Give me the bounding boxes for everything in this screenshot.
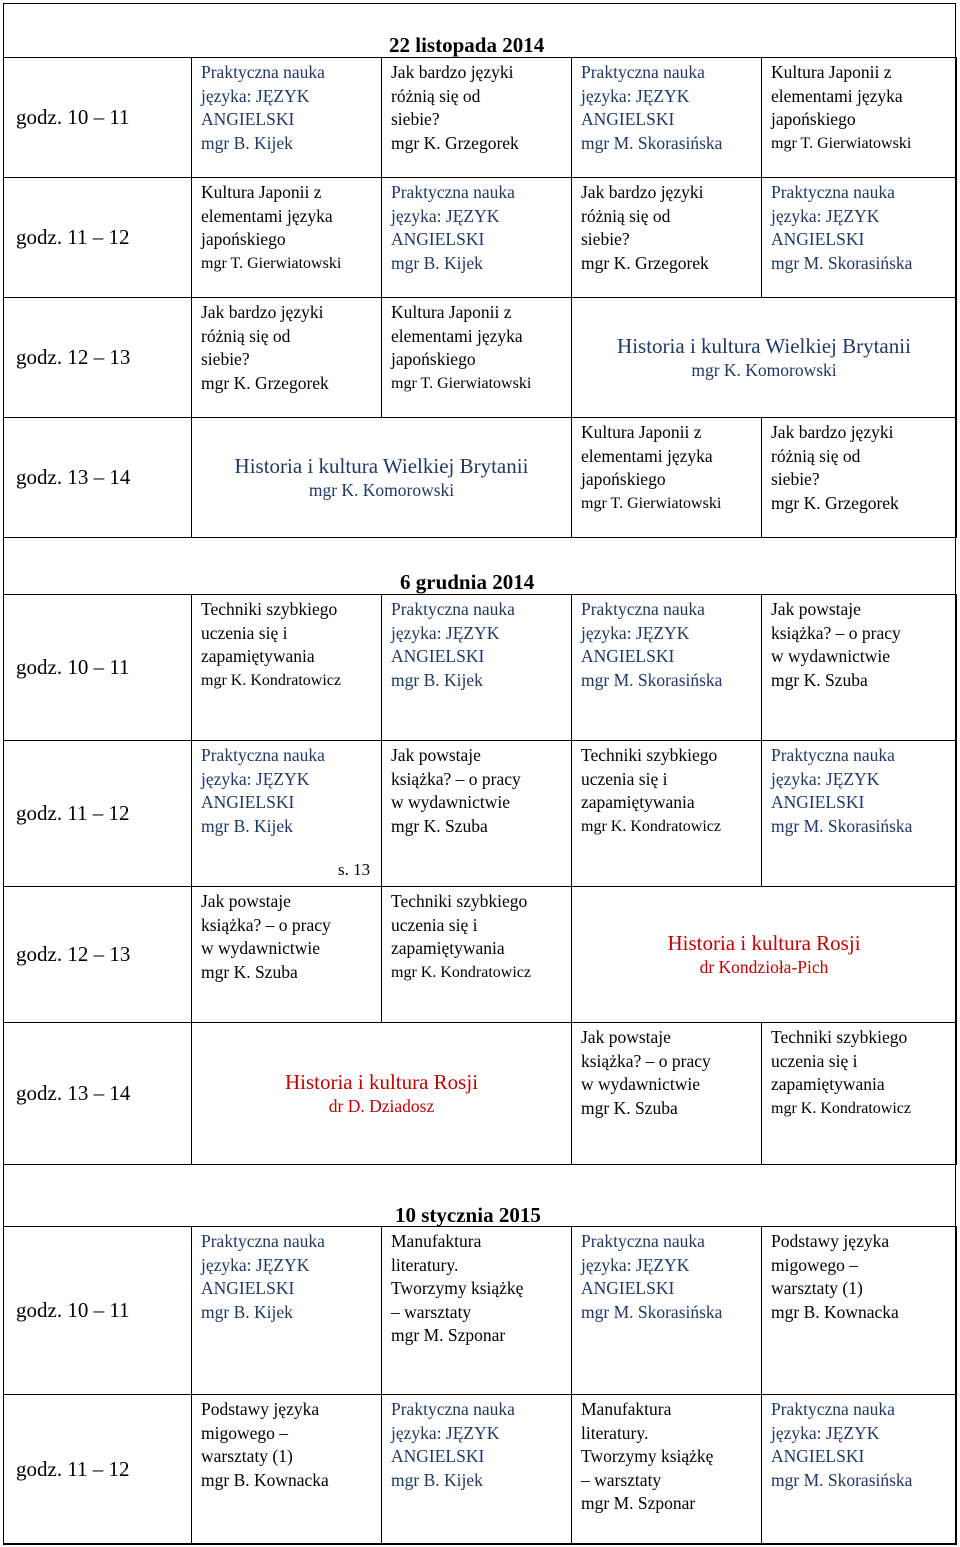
class-cell <box>382 298 572 418</box>
class-text-line: uczenia się i <box>581 768 668 789</box>
class-text-line: migowego – <box>771 1254 859 1275</box>
schedule-row <box>4 58 957 178</box>
class-text-line: Kultura Japonii z <box>581 422 702 442</box>
class-teacher: mgr B. Kijek <box>391 669 483 690</box>
class-cell <box>572 741 762 887</box>
class-text-line: ANGIELSKI <box>201 1278 295 1298</box>
class-cell <box>382 595 572 741</box>
class-text-line: języka: JĘZYK <box>771 1422 880 1443</box>
class-text-line: warsztaty (1) <box>771 1278 863 1298</box>
class-text-line: uczenia się i <box>391 914 478 935</box>
class-text-line: ANGIELSKI <box>581 109 675 129</box>
class-cell <box>382 1395 572 1545</box>
class-cell <box>192 58 382 178</box>
class-title: Historia i kultura Rosji <box>667 930 861 955</box>
class-text-line: języka: JĘZYK <box>771 768 880 789</box>
class-text-line: ANGIELSKI <box>771 1446 865 1466</box>
room-note: s. 13 <box>338 860 371 879</box>
class-text-line: elementami języka <box>771 85 903 106</box>
class-text-line: języka: JĘZYK <box>391 205 500 226</box>
time-slot: godz. 10 – 11 <box>4 1227 192 1395</box>
class-teacher: mgr K. Grzegorek <box>581 252 709 273</box>
class-text-line: języka: JĘZYK <box>201 1254 310 1275</box>
class-text-line: zapamiętywania <box>581 792 695 812</box>
class-teacher: mgr M. Skorasińska <box>581 1301 723 1322</box>
class-cell <box>572 595 762 741</box>
schedule-row <box>4 178 957 298</box>
class-teacher: mgr M. Szponar <box>581 1493 696 1513</box>
class-title: Historia i kultura Wielkiej Brytanii <box>617 333 911 358</box>
merged-class-cell <box>192 1023 572 1165</box>
class-text-line: języka: JĘZYK <box>391 1422 500 1443</box>
class-teacher: mgr K. Szuba <box>581 1097 678 1118</box>
schedule-table <box>3 1226 957 1545</box>
class-teacher: mgr K. Grzegorek <box>771 492 899 513</box>
class-cell <box>192 1227 382 1395</box>
class-cell <box>382 178 572 298</box>
class-text-line: Praktyczna nauka <box>201 745 325 765</box>
class-text-line: uczenia się i <box>771 1050 858 1071</box>
class-text-line: uczenia się i <box>201 622 288 643</box>
class-teacher: mgr T. Gierwiatowski <box>391 374 532 392</box>
class-teacher: mgr T. Gierwiatowski <box>771 134 912 152</box>
class-cell <box>762 1227 957 1395</box>
merged-class-cell <box>572 298 957 418</box>
class-cell <box>572 1227 762 1395</box>
class-cell <box>382 887 572 1023</box>
class-cell <box>382 1227 572 1395</box>
class-teacher: mgr M. Skorasińska <box>771 815 913 836</box>
class-text-line: różnią się od <box>771 445 861 466</box>
schedule-row <box>4 1395 957 1545</box>
class-text-line: książka? – o pracy <box>771 622 901 643</box>
class-text-line: ANGIELSKI <box>771 792 865 812</box>
class-cell <box>192 1395 382 1545</box>
class-text-line: Praktyczna nauka <box>771 1399 895 1419</box>
class-text-line: japońskiego <box>201 229 286 249</box>
class-teacher: mgr B. Kijek <box>201 815 293 836</box>
class-cell <box>192 741 382 887</box>
class-text-line: Jak bardzo języki <box>201 302 324 322</box>
schedule-row <box>4 741 957 887</box>
class-cell <box>572 1023 762 1165</box>
class-text-line: w wydawnictwie <box>201 938 321 958</box>
class-teacher: mgr K. Kondratowicz <box>391 963 531 981</box>
class-text-line: siebie? <box>391 109 440 129</box>
class-text-line: Manufaktura <box>391 1231 482 1251</box>
schedule-row <box>4 1023 957 1165</box>
class-text-line: – warsztaty <box>391 1301 472 1322</box>
class-text-line: Praktyczna nauka <box>581 599 705 619</box>
class-text-line: Kultura Japonii z <box>201 182 322 202</box>
class-teacher: dr D. Dziadosz <box>328 1095 435 1116</box>
class-cell <box>572 418 762 538</box>
class-text-line: Praktyczna nauka <box>771 182 895 202</box>
class-text-line: różnią się od <box>391 85 481 106</box>
schedule-row <box>4 1227 957 1395</box>
date-heading: 10 stycznia 2015 <box>395 1203 541 1227</box>
class-text-line: literatury. <box>391 1254 459 1275</box>
time-slot: godz. 12 – 13 <box>4 887 192 1023</box>
class-text-line: języka: JĘZYK <box>581 1254 690 1275</box>
date-heading: 22 listopada 2014 <box>389 33 545 57</box>
class-teacher: mgr B. Kijek <box>201 132 293 153</box>
class-teacher: mgr B. Kijek <box>391 252 483 273</box>
class-text-line: Jak powstaje <box>391 745 481 765</box>
class-text-line: różnią się od <box>201 325 291 346</box>
class-text-line: migowego – <box>201 1422 289 1443</box>
class-text-line: ANGIELSKI <box>581 1278 675 1298</box>
class-text-line: Jak powstaje <box>771 599 861 619</box>
class-teacher: mgr K. Kondratowicz <box>771 1099 911 1117</box>
class-text-line: Podstawy języka <box>771 1231 890 1251</box>
class-text-line: języka: JĘZYK <box>201 85 310 106</box>
class-text-line: siebie? <box>201 349 250 369</box>
class-text-line: – warsztaty <box>581 1469 662 1490</box>
class-text-line: ANGIELSKI <box>771 229 865 249</box>
class-text-line: Jak bardzo języki <box>391 62 514 82</box>
class-text-line: w wydawnictwie <box>771 646 891 666</box>
class-text-line: zapamiętywania <box>391 938 505 958</box>
class-teacher: mgr K. Kondratowicz <box>581 817 721 835</box>
class-cell <box>192 178 382 298</box>
class-text-line: języka: JĘZYK <box>581 622 690 643</box>
class-teacher: mgr T. Gierwiatowski <box>201 254 342 272</box>
class-cell <box>572 1395 762 1545</box>
schedule-table <box>3 57 957 538</box>
class-text-line: japońskiego <box>391 349 476 369</box>
class-teacher: mgr B. Kownacka <box>771 1301 899 1322</box>
class-text-line: ANGIELSKI <box>391 229 485 249</box>
class-cell <box>382 58 572 178</box>
class-text-line: Praktyczna nauka <box>391 599 515 619</box>
time-slot: godz. 11 – 12 <box>4 1395 192 1545</box>
class-text-line: książka? – o pracy <box>391 768 521 789</box>
class-text-line: Techniki szybkiego <box>391 891 528 911</box>
class-teacher: mgr K. Szuba <box>391 815 488 836</box>
class-text-line: siebie? <box>771 469 820 489</box>
class-teacher: mgr K. Komorowski <box>691 359 837 380</box>
class-cell <box>762 741 957 887</box>
time-slot: godz. 11 – 12 <box>4 741 192 887</box>
time-slot: godz. 10 – 11 <box>4 595 192 741</box>
class-teacher: mgr M. Skorasińska <box>581 669 723 690</box>
class-cell <box>192 298 382 418</box>
time-slot: godz. 12 – 13 <box>4 298 192 418</box>
class-text-line: elementami języka <box>201 205 333 226</box>
class-text-line: Techniki szybkiego <box>201 599 338 619</box>
class-text-line: Kultura Japonii z <box>391 302 512 322</box>
schedule-row <box>4 418 957 538</box>
class-text-line: Techniki szybkiego <box>771 1027 908 1047</box>
class-text-line: warsztaty (1) <box>201 1446 293 1466</box>
class-teacher: mgr M. Skorasińska <box>771 1469 913 1490</box>
class-text-line: języka: JĘZYK <box>771 205 880 226</box>
class-text-line: Jak bardzo języki <box>581 182 704 202</box>
class-text-line: języka: JĘZYK <box>581 85 690 106</box>
class-text-line: ANGIELSKI <box>201 109 295 129</box>
class-text-line: Jak powstaje <box>581 1027 671 1047</box>
class-teacher: mgr K. Szuba <box>771 669 868 690</box>
class-text-line: Tworzymy książkę <box>581 1446 714 1466</box>
schedule-row <box>4 887 957 1023</box>
class-teacher: dr Kondzioła-Pich <box>699 956 829 977</box>
class-text-line: siebie? <box>581 229 630 249</box>
class-text-line: Tworzymy książkę <box>391 1278 524 1298</box>
class-text-line: Praktyczna nauka <box>581 1231 705 1251</box>
class-text-line: elementami języka <box>391 325 523 346</box>
class-text-line: Praktyczna nauka <box>201 62 325 82</box>
class-teacher: mgr K. Komorowski <box>308 479 455 500</box>
class-teacher: mgr K. Szuba <box>201 961 298 982</box>
date-heading: 6 grudnia 2014 <box>400 570 535 594</box>
class-text-line: Praktyczna nauka <box>391 182 515 202</box>
class-text-line: japońskiego <box>581 469 666 489</box>
class-text-line: języka: JĘZYK <box>391 622 500 643</box>
class-text-line: Praktyczna nauka <box>391 1399 515 1419</box>
class-text-line: ANGIELSKI <box>391 1446 485 1466</box>
class-teacher: mgr B. Kownacka <box>201 1469 329 1490</box>
class-cell <box>762 1395 957 1545</box>
class-text-line: Praktyczna nauka <box>771 745 895 765</box>
class-text-line: w wydawnictwie <box>391 792 511 812</box>
class-cell <box>382 741 572 887</box>
class-text-line: różnią się od <box>581 205 671 226</box>
class-cell <box>762 58 957 178</box>
class-text-line: Podstawy języka <box>201 1399 320 1419</box>
merged-class-cell <box>572 887 957 1023</box>
class-teacher: mgr M. Skorasińska <box>771 252 913 273</box>
class-cell <box>572 178 762 298</box>
class-text-line: Jak powstaje <box>201 891 291 911</box>
class-cell <box>762 418 957 538</box>
class-text-line: zapamiętywania <box>201 646 315 666</box>
class-cell <box>762 178 957 298</box>
class-text-line: książka? – o pracy <box>581 1050 711 1071</box>
class-cell <box>762 1023 957 1165</box>
class-text-line: zapamiętywania <box>771 1074 885 1094</box>
class-text-line: elementami języka <box>581 445 713 466</box>
class-cell <box>762 595 957 741</box>
schedule-row <box>4 298 957 418</box>
class-text-line: Praktyczna nauka <box>201 1231 325 1251</box>
class-text-line: ANGIELSKI <box>201 792 295 812</box>
class-text-line: Manufaktura <box>581 1399 672 1419</box>
class-text-line: w wydawnictwie <box>581 1074 701 1094</box>
class-text-line: książka? – o pracy <box>201 914 331 935</box>
class-text-line: Jak bardzo języki <box>771 422 894 442</box>
class-text-line: Praktyczna nauka <box>581 62 705 82</box>
class-teacher: mgr K. Grzegorek <box>201 372 329 393</box>
class-teacher: mgr B. Kijek <box>201 1301 293 1322</box>
class-title: Historia i kultura Wielkiej Brytanii <box>234 453 529 478</box>
class-text-line: Techniki szybkiego <box>581 745 718 765</box>
class-teacher: mgr M. Skorasińska <box>581 132 723 153</box>
class-teacher: mgr T. Gierwiatowski <box>581 494 722 512</box>
class-title: Historia i kultura Rosji <box>284 1069 479 1094</box>
class-text-line: ANGIELSKI <box>391 646 485 666</box>
class-teacher: mgr K. Grzegorek <box>391 132 519 153</box>
class-text-line: japońskiego <box>771 109 856 129</box>
schedule-row <box>4 595 957 741</box>
class-teacher: mgr K. Kondratowicz <box>201 671 341 689</box>
merged-class-cell <box>192 418 572 538</box>
time-slot: godz. 13 – 14 <box>4 418 192 538</box>
class-text-line: ANGIELSKI <box>581 646 675 666</box>
time-slot: godz. 11 – 12 <box>4 178 192 298</box>
class-text-line: Kultura Japonii z <box>771 62 892 82</box>
class-cell <box>572 58 762 178</box>
class-text-line: literatury. <box>581 1422 649 1443</box>
time-slot: godz. 13 – 14 <box>4 1023 192 1165</box>
class-teacher: mgr B. Kijek <box>391 1469 483 1490</box>
schedule-table <box>3 594 957 1165</box>
class-cell <box>192 595 382 741</box>
time-slot: godz. 10 – 11 <box>4 58 192 178</box>
class-text-line: języka: JĘZYK <box>201 768 310 789</box>
class-teacher: mgr M. Szponar <box>391 1325 506 1345</box>
class-cell <box>192 887 382 1023</box>
